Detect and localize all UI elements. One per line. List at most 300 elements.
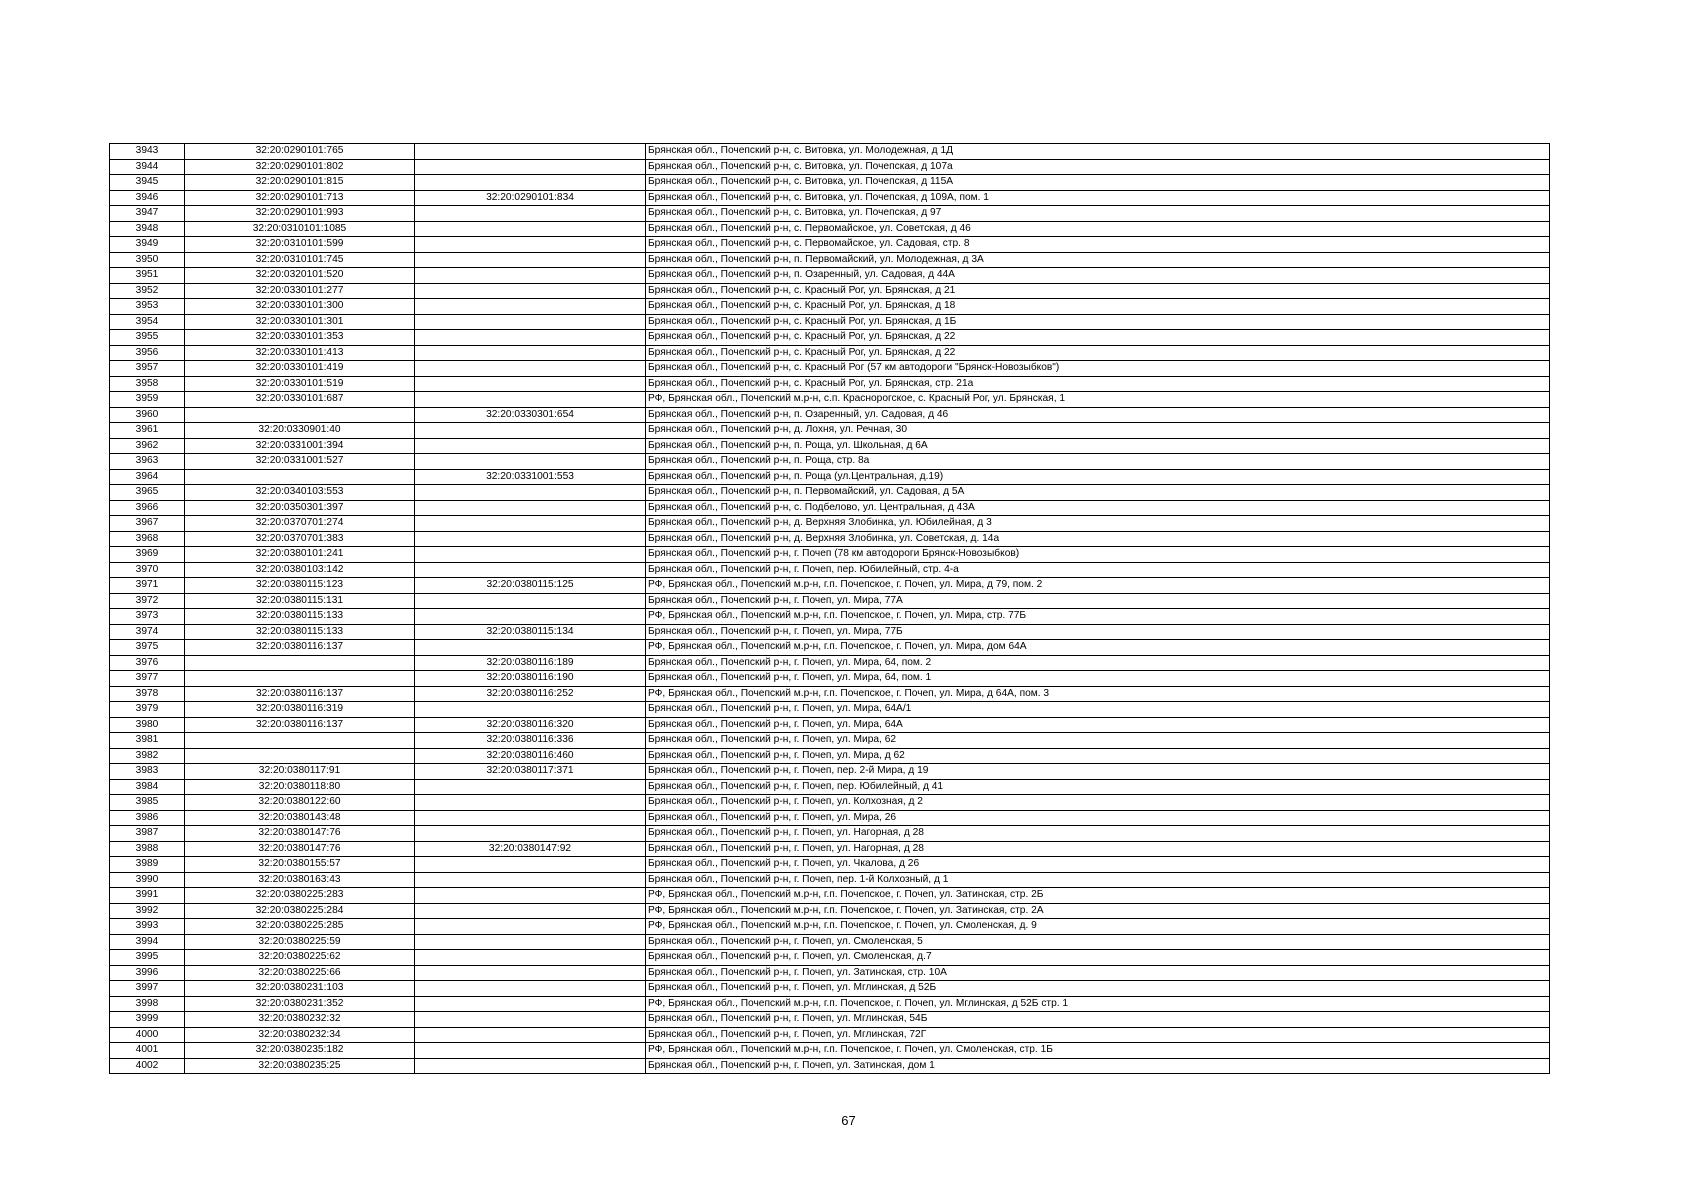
address-cell: Брянская обл., Почепский р-н, г. Почеп, ул. Мира, 26: [646, 810, 1550, 826]
cadastral-number-cell: 32:20:0330101:300: [185, 299, 415, 315]
address-cell: Брянская обл., Почепский р-н, г. Почеп, ул. Мира, 64А: [646, 717, 1550, 733]
sub-object-cadastral-cell: [415, 919, 646, 935]
address-cell: РФ, Брянская обл., Почепский м.р-н, г.п. Почепское, г. Почеп, ул. Затинская, стр. 2А: [646, 903, 1550, 919]
address-cell: РФ, Брянская обл., Почепский м.р-н, г.п. Почепское, г. Почеп, ул. Смоленская, стр. 1Б: [646, 1043, 1550, 1059]
cadastral-number-cell: 32:20:0380232:32: [185, 1012, 415, 1028]
address-cell: РФ, Брянская обл., Почепский м.р-н, г.п. Почепское, г. Почеп, ул. Смоленская, д. 9: [646, 919, 1550, 935]
table-row: [110, 206, 1550, 222]
address-cell: РФ, Брянская обл., Почепский м.р-н, г.п. Почепское, г. Почеп, ул. Мира, дом 64А: [646, 640, 1550, 656]
row-number-cell: 3945: [110, 175, 185, 191]
sub-object-cadastral-cell: [415, 159, 646, 175]
table-row: [110, 578, 1550, 594]
table-row: [110, 640, 1550, 656]
sub-object-cadastral-cell: 32:20:0380116:460: [415, 748, 646, 764]
cadastral-number-cell: 32:20:0370701:383: [185, 531, 415, 547]
row-number-cell: 3962: [110, 438, 185, 454]
cadastral-number-cell: 32:20:0380231:352: [185, 996, 415, 1012]
row-number-cell: 3947: [110, 206, 185, 222]
sub-object-cadastral-cell: [415, 857, 646, 873]
address-cell: Брянская обл., Почепский р-н, с. Витовка, ул. Почепская, д 107а: [646, 159, 1550, 175]
cadastral-number-cell: 32:20:0380122:60: [185, 795, 415, 811]
sub-object-cadastral-cell: [415, 934, 646, 950]
sub-object-cadastral-cell: [415, 640, 646, 656]
table-row: [110, 996, 1550, 1012]
sub-object-cadastral-cell: [415, 826, 646, 842]
table-row: [110, 702, 1550, 718]
cadastral-number-cell: 32:20:0380235:25: [185, 1058, 415, 1074]
registry-table: [109, 143, 1550, 1074]
row-number-cell: 3966: [110, 500, 185, 516]
address-cell: Брянская обл., Почепский р-н, г. Почеп, ул. Затинская, стр. 10А: [646, 965, 1550, 981]
table-row: [110, 671, 1550, 687]
table-row: [110, 655, 1550, 671]
table-row: [110, 268, 1550, 284]
row-number-cell: 3950: [110, 252, 185, 268]
address-cell: Брянская обл., Почепский р-н, г. Почеп, ул. Мира, 62: [646, 733, 1550, 749]
address-cell: Брянская обл., Почепский р-н, с. Витовка, ул. Почепская, д 115А: [646, 175, 1550, 191]
table-row: [110, 810, 1550, 826]
row-number-cell: 3985: [110, 795, 185, 811]
sub-object-cadastral-cell: [415, 376, 646, 392]
row-number-cell: 3949: [110, 237, 185, 253]
sub-object-cadastral-cell: 32:20:0380116:189: [415, 655, 646, 671]
cadastral-number-cell: 32:20:0380225:62: [185, 950, 415, 966]
row-number-cell: 3986: [110, 810, 185, 826]
cadastral-number-cell: 32:20:0330101:519: [185, 376, 415, 392]
row-number-cell: 3943: [110, 144, 185, 160]
table-row: [110, 454, 1550, 470]
cadastral-number-cell: 32:20:0380225:284: [185, 903, 415, 919]
row-number-cell: 3994: [110, 934, 185, 950]
row-number-cell: 4001: [110, 1043, 185, 1059]
cadastral-number-cell: 32:20:0380115:123: [185, 578, 415, 594]
table-row: [110, 299, 1550, 315]
cadastral-number-cell: [185, 469, 415, 485]
cadastral-number-cell: 32:20:0290101:993: [185, 206, 415, 222]
address-cell: Брянская обл., Почепский р-н, г. Почеп, ул. Мглинская, 54Б: [646, 1012, 1550, 1028]
cadastral-number-cell: [185, 655, 415, 671]
sub-object-cadastral-cell: [415, 702, 646, 718]
address-cell: РФ, Брянская обл., Почепский м.р-н, с.п. Краснорогское, с. Красный Рог, ул. Брянская, 1: [646, 392, 1550, 408]
cadastral-number-cell: 32:20:0380117:91: [185, 764, 415, 780]
address-cell: Брянская обл., Почепский р-н, п. Роща, стр. 8а: [646, 454, 1550, 470]
page-number: 67: [841, 1113, 856, 1128]
address-cell: Брянская обл., Почепский р-н, п. Озаренный, ул. Садовая, д 46: [646, 407, 1550, 423]
sub-object-cadastral-cell: [415, 795, 646, 811]
cadastral-number-cell: 32:20:0330101:277: [185, 283, 415, 299]
address-cell: Брянская обл., Почепский р-н, г. Почеп, пер. 2-й Мира, д 19: [646, 764, 1550, 780]
address-cell: Брянская обл., Почепский р-н, п. Роща, ул. Школьная, д 6А: [646, 438, 1550, 454]
address-cell: Брянская обл., Почепский р-н, п. Роща (ул.Центральная, д.19): [646, 469, 1550, 485]
sub-object-cadastral-cell: [415, 299, 646, 315]
cadastral-number-cell: 32:20:0370701:274: [185, 516, 415, 532]
cadastral-number-cell: 32:20:0380103:142: [185, 562, 415, 578]
address-cell: Брянская обл., Почепский р-н, г. Почеп, ул. Нагорная, д 28: [646, 841, 1550, 857]
cadastral-number-cell: 32:20:0380116:319: [185, 702, 415, 718]
cadastral-number-cell: 32:20:0331001:394: [185, 438, 415, 454]
cadastral-number-cell: 32:20:0320101:520: [185, 268, 415, 284]
table-row: [110, 903, 1550, 919]
sub-object-cadastral-cell: [415, 423, 646, 439]
row-number-cell: 3989: [110, 857, 185, 873]
row-number-cell: 3987: [110, 826, 185, 842]
cadastral-number-cell: 32:20:0380116:137: [185, 686, 415, 702]
sub-object-cadastral-cell: [415, 903, 646, 919]
address-cell: Брянская обл., Почепский р-н, с. Красный Рог, ул. Брянская, д 22: [646, 345, 1550, 361]
row-number-cell: 3981: [110, 733, 185, 749]
address-cell: Брянская обл., Почепский р-н, г. Почеп (78 км автодороги Брянск-Новозыбков): [646, 547, 1550, 563]
address-cell: Брянская обл., Почепский р-н, с. Первомайское, ул. Советская, д 46: [646, 221, 1550, 237]
cadastral-number-cell: 32:20:0380147:76: [185, 841, 415, 857]
row-number-cell: 4000: [110, 1027, 185, 1043]
table-row: [110, 562, 1550, 578]
sub-object-cadastral-cell: [415, 779, 646, 795]
address-cell: Брянская обл., Почепский р-н, с. Красный Рог, ул. Брянская, д 1Б: [646, 314, 1550, 330]
row-number-cell: 3963: [110, 454, 185, 470]
row-number-cell: 3968: [110, 531, 185, 547]
cadastral-number-cell: 32:20:0330101:413: [185, 345, 415, 361]
sub-object-cadastral-cell: [415, 206, 646, 222]
table-row: [110, 159, 1550, 175]
row-number-cell: 3952: [110, 283, 185, 299]
row-number-cell: 3954: [110, 314, 185, 330]
cadastral-number-cell: [185, 671, 415, 687]
row-number-cell: 3970: [110, 562, 185, 578]
address-cell: Брянская обл., Почепский р-н, г. Почеп, ул. Смоленская, 5: [646, 934, 1550, 950]
address-cell: Брянская обл., Почепский р-н, д. Лохня, ул. Речная, 30: [646, 423, 1550, 439]
sub-object-cadastral-cell: [415, 1058, 646, 1074]
sub-object-cadastral-cell: [415, 345, 646, 361]
cadastral-number-cell: 32:20:0380147:76: [185, 826, 415, 842]
address-cell: Брянская обл., Почепский р-н, п. Озаренный, ул. Садовая, д 44А: [646, 268, 1550, 284]
sub-object-cadastral-cell: 32:20:0330301:654: [415, 407, 646, 423]
row-number-cell: 3951: [110, 268, 185, 284]
cadastral-number-cell: 32:20:0290101:713: [185, 190, 415, 206]
sub-object-cadastral-cell: 32:20:0380116:320: [415, 717, 646, 733]
cadastral-number-cell: 32:20:0380225:66: [185, 965, 415, 981]
row-number-cell: 3997: [110, 981, 185, 997]
table-row: [110, 361, 1550, 377]
table-row: [110, 609, 1550, 625]
row-number-cell: 3969: [110, 547, 185, 563]
sub-object-cadastral-cell: [415, 810, 646, 826]
table-row: [110, 733, 1550, 749]
table-row: [110, 469, 1550, 485]
cadastral-number-cell: 32:20:0330101:301: [185, 314, 415, 330]
address-cell: Брянская обл., Почепский р-н, г. Почеп, ул. Мира, 77Б: [646, 624, 1550, 640]
address-cell: Брянская обл., Почепский р-н, г. Почеп, пер. 1-й Колхозный, д 1: [646, 872, 1550, 888]
address-cell: Брянская обл., Почепский р-н, п. Первомайский, ул. Садовая, д 5А: [646, 485, 1550, 501]
table-row: [110, 950, 1550, 966]
sub-object-cadastral-cell: [415, 888, 646, 904]
cadastral-number-cell: 32:20:0330101:419: [185, 361, 415, 377]
table-row: [110, 686, 1550, 702]
table-row: [110, 981, 1550, 997]
sub-object-cadastral-cell: 32:20:0380117:371: [415, 764, 646, 780]
sub-object-cadastral-cell: [415, 593, 646, 609]
address-cell: Брянская обл., Почепский р-н, г. Почеп, ул. Мира, 64А/1: [646, 702, 1550, 718]
sub-object-cadastral-cell: 32:20:0290101:834: [415, 190, 646, 206]
sub-object-cadastral-cell: [415, 237, 646, 253]
sub-object-cadastral-cell: [415, 981, 646, 997]
table-row: [110, 1043, 1550, 1059]
address-cell: Брянская обл., Почепский р-н, г. Почеп, пер. Юбилейный, д 41: [646, 779, 1550, 795]
row-number-cell: 4002: [110, 1058, 185, 1074]
table-row: [110, 1058, 1550, 1074]
address-cell: Брянская обл., Почепский р-н, г. Почеп, пер. Юбилейный, стр. 4-а: [646, 562, 1550, 578]
table-row: [110, 1027, 1550, 1043]
sub-object-cadastral-cell: [415, 531, 646, 547]
sub-object-cadastral-cell: [415, 485, 646, 501]
row-number-cell: 3978: [110, 686, 185, 702]
cadastral-number-cell: 32:20:0380225:285: [185, 919, 415, 935]
address-cell: РФ, Брянская обл., Почепский м.р-н, г.п. Почепское, г. Почеп, ул. Мглинская, д 52Б стр. 1: [646, 996, 1550, 1012]
table-row: [110, 190, 1550, 206]
sub-object-cadastral-cell: [415, 1012, 646, 1028]
table-row: [110, 407, 1550, 423]
sub-object-cadastral-cell: [415, 516, 646, 532]
row-number-cell: 3977: [110, 671, 185, 687]
row-number-cell: 3979: [110, 702, 185, 718]
sub-object-cadastral-cell: [415, 872, 646, 888]
table-row: [110, 888, 1550, 904]
address-cell: Брянская обл., Почепский р-н, г. Почеп, ул. Нагорная, д 28: [646, 826, 1550, 842]
cadastral-number-cell: 32:20:0290101:765: [185, 144, 415, 160]
table-row: [110, 934, 1550, 950]
address-cell: Брянская обл., Почепский р-н, с. Красный Рог, ул. Брянская, стр. 21а: [646, 376, 1550, 392]
row-number-cell: 3953: [110, 299, 185, 315]
sub-object-cadastral-cell: [415, 500, 646, 516]
sub-object-cadastral-cell: 32:20:0380147:92: [415, 841, 646, 857]
table-row: [110, 531, 1550, 547]
table-row: [110, 919, 1550, 935]
registry-sheet: [109, 143, 1549, 1074]
row-number-cell: 3980: [110, 717, 185, 733]
sub-object-cadastral-cell: [415, 547, 646, 563]
row-number-cell: 3992: [110, 903, 185, 919]
address-cell: Брянская обл., Почепский р-н, г. Почеп, ул. Мира, д 62: [646, 748, 1550, 764]
address-cell: Брянская обл., Почепский р-н, г. Почеп, ул. Мглинская, 72Г: [646, 1027, 1550, 1043]
cadastral-number-cell: 32:20:0290101:815: [185, 175, 415, 191]
cadastral-number-cell: 32:20:0380155:57: [185, 857, 415, 873]
cadastral-number-cell: 32:20:0340103:553: [185, 485, 415, 501]
address-cell: РФ, Брянская обл., Почепский м.р-н, г.п. Почепское, г. Почеп, ул. Мира, д 64А, пом. 3: [646, 686, 1550, 702]
sub-object-cadastral-cell: 32:20:0380116:252: [415, 686, 646, 702]
address-cell: Брянская обл., Почепский р-н, г. Почеп, ул. Мира, 64, пом. 2: [646, 655, 1550, 671]
cadastral-number-cell: 32:20:0380163:43: [185, 872, 415, 888]
address-cell: Брянская обл., Почепский р-н, с. Первомайское, ул. Садовая, стр. 8: [646, 237, 1550, 253]
address-cell: РФ, Брянская обл., Почепский м.р-н, г.п. Почепское, г. Почеп, ул. Мира, стр. 77Б: [646, 609, 1550, 625]
cadastral-number-cell: 32:20:0380115:133: [185, 624, 415, 640]
row-number-cell: 3998: [110, 996, 185, 1012]
sub-object-cadastral-cell: [415, 454, 646, 470]
table-row: [110, 221, 1550, 237]
row-number-cell: 3996: [110, 965, 185, 981]
sub-object-cadastral-cell: 32:20:0331001:553: [415, 469, 646, 485]
cadastral-number-cell: 32:20:0331001:527: [185, 454, 415, 470]
sub-object-cadastral-cell: [415, 144, 646, 160]
row-number-cell: 3973: [110, 609, 185, 625]
cadastral-number-cell: [185, 407, 415, 423]
row-number-cell: 3960: [110, 407, 185, 423]
row-number-cell: 3993: [110, 919, 185, 935]
sub-object-cadastral-cell: [415, 268, 646, 284]
row-number-cell: 3990: [110, 872, 185, 888]
table-row: [110, 857, 1550, 873]
sub-object-cadastral-cell: [415, 1027, 646, 1043]
table-row: [110, 283, 1550, 299]
row-number-cell: 3988: [110, 841, 185, 857]
cadastral-number-cell: 32:20:0380115:133: [185, 609, 415, 625]
sub-object-cadastral-cell: [415, 950, 646, 966]
table-row: [110, 423, 1550, 439]
table-row: [110, 314, 1550, 330]
address-cell: Брянская обл., Почепский р-н, с. Красный Рог, ул. Брянская, д 21: [646, 283, 1550, 299]
address-cell: РФ, Брянская обл., Почепский м.р-н, г.п. Почепское, г. Почеп, ул. Затинская, стр. 2Б: [646, 888, 1550, 904]
cadastral-number-cell: 32:20:0380225:283: [185, 888, 415, 904]
registry-table-body: [110, 144, 1550, 1074]
sub-object-cadastral-cell: [415, 283, 646, 299]
cadastral-number-cell: 32:20:0380231:103: [185, 981, 415, 997]
cadastral-number-cell: 32:20:0380115:131: [185, 593, 415, 609]
row-number-cell: 3959: [110, 392, 185, 408]
row-number-cell: 3972: [110, 593, 185, 609]
sub-object-cadastral-cell: [415, 252, 646, 268]
row-number-cell: 3961: [110, 423, 185, 439]
table-row: [110, 345, 1550, 361]
address-cell: Брянская обл., Почепский р-н, с. Красный Рог, ул. Брянская, д 18: [646, 299, 1550, 315]
row-number-cell: 3982: [110, 748, 185, 764]
row-number-cell: 3991: [110, 888, 185, 904]
table-row: [110, 252, 1550, 268]
cadastral-number-cell: 32:20:0330101:353: [185, 330, 415, 346]
address-cell: Брянская обл., Почепский р-н, п. Первомайский, ул. Молодежная, д 3А: [646, 252, 1550, 268]
table-row: [110, 237, 1550, 253]
address-cell: Брянская обл., Почепский р-н, с. Витовка, ул. Молодежная, д 1Д: [646, 144, 1550, 160]
row-number-cell: 3971: [110, 578, 185, 594]
address-cell: Брянская обл., Почепский р-н, г. Почеп, ул. Затинская, дом 1: [646, 1058, 1550, 1074]
cadastral-number-cell: 32:20:0310101:1085: [185, 221, 415, 237]
row-number-cell: 3956: [110, 345, 185, 361]
cadastral-number-cell: 32:20:0380116:137: [185, 640, 415, 656]
table-row: [110, 841, 1550, 857]
address-cell: Брянская обл., Почепский р-н, с. Витовка, ул. Почепская, д 109А, пом. 1: [646, 190, 1550, 206]
table-row: [110, 500, 1550, 516]
table-row: [110, 826, 1550, 842]
address-cell: Брянская обл., Почепский р-н, с. Красный Рог, ул. Брянская, д 22: [646, 330, 1550, 346]
address-cell: Брянская обл., Почепский р-н, с. Витовка, ул. Почепская, д 97: [646, 206, 1550, 222]
address-cell: Брянская обл., Почепский р-н, д. Верхняя Злобинка, ул. Юбилейная, д 3: [646, 516, 1550, 532]
sub-object-cadastral-cell: [415, 221, 646, 237]
row-number-cell: 3999: [110, 1012, 185, 1028]
sub-object-cadastral-cell: [415, 1043, 646, 1059]
sub-object-cadastral-cell: [415, 392, 646, 408]
table-row: [110, 779, 1550, 795]
cadastral-number-cell: 32:20:0330101:687: [185, 392, 415, 408]
cadastral-number-cell: 32:20:0380235:182: [185, 1043, 415, 1059]
address-cell: Брянская обл., Почепский р-н, г. Почеп, ул. Мира, 77А: [646, 593, 1550, 609]
cadastral-number-cell: 32:20:0310101:745: [185, 252, 415, 268]
address-cell: Брянская обл., Почепский р-н, д. Верхняя Злобинка, ул. Советская, д. 14а: [646, 531, 1550, 547]
row-number-cell: 3944: [110, 159, 185, 175]
row-number-cell: 3967: [110, 516, 185, 532]
address-cell: Брянская обл., Почепский р-н, г. Почеп, ул. Мира, 64, пом. 1: [646, 671, 1550, 687]
sub-object-cadastral-cell: [415, 361, 646, 377]
address-cell: Брянская обл., Почепский р-н, с. Красный Рог (57 км автодороги "Брянск-Новозыбков"): [646, 361, 1550, 377]
sub-object-cadastral-cell: [415, 330, 646, 346]
row-number-cell: 3983: [110, 764, 185, 780]
cadastral-number-cell: 32:20:0380143:48: [185, 810, 415, 826]
sub-object-cadastral-cell: [415, 175, 646, 191]
table-row: [110, 624, 1550, 640]
table-row: [110, 965, 1550, 981]
cadastral-number-cell: 32:20:0380225:59: [185, 934, 415, 950]
cadastral-number-cell: 32:20:0380101:241: [185, 547, 415, 563]
sub-object-cadastral-cell: 32:20:0380115:125: [415, 578, 646, 594]
table-row: [110, 547, 1550, 563]
table-row: [110, 392, 1550, 408]
cadastral-number-cell: 32:20:0380118:80: [185, 779, 415, 795]
table-row: [110, 330, 1550, 346]
table-row: [110, 144, 1550, 160]
cadastral-number-cell: [185, 748, 415, 764]
table-row: [110, 764, 1550, 780]
cadastral-number-cell: 32:20:0290101:802: [185, 159, 415, 175]
cadastral-number-cell: 32:20:0350301:397: [185, 500, 415, 516]
table-row: [110, 175, 1550, 191]
row-number-cell: 3964: [110, 469, 185, 485]
address-cell: РФ, Брянская обл., Почепский м.р-н, г.п. Почепское, г. Почеп, ул. Мира, д 79, пом. 2: [646, 578, 1550, 594]
row-number-cell: 3946: [110, 190, 185, 206]
sub-object-cadastral-cell: [415, 562, 646, 578]
sub-object-cadastral-cell: 32:20:0380116:190: [415, 671, 646, 687]
row-number-cell: 3955: [110, 330, 185, 346]
cadastral-number-cell: 32:20:0330901:40: [185, 423, 415, 439]
sub-object-cadastral-cell: [415, 996, 646, 1012]
table-row: [110, 438, 1550, 454]
row-number-cell: 3976: [110, 655, 185, 671]
table-row: [110, 516, 1550, 532]
table-row: [110, 376, 1550, 392]
cadastral-number-cell: 32:20:0380116:137: [185, 717, 415, 733]
row-number-cell: 3958: [110, 376, 185, 392]
cadastral-number-cell: [185, 733, 415, 749]
row-number-cell: 3974: [110, 624, 185, 640]
row-number-cell: 3984: [110, 779, 185, 795]
row-number-cell: 3957: [110, 361, 185, 377]
table-row: [110, 1012, 1550, 1028]
address-cell: Брянская обл., Почепский р-н, г. Почеп, ул. Мглинская, д 52Б: [646, 981, 1550, 997]
table-row: [110, 593, 1550, 609]
table-row: [110, 872, 1550, 888]
table-row: [110, 795, 1550, 811]
cadastral-number-cell: 32:20:0310101:599: [185, 237, 415, 253]
cadastral-number-cell: 32:20:0380232:34: [185, 1027, 415, 1043]
row-number-cell: 3948: [110, 221, 185, 237]
sub-object-cadastral-cell: 32:20:0380115:134: [415, 624, 646, 640]
table-row: [110, 485, 1550, 501]
row-number-cell: 3995: [110, 950, 185, 966]
sub-object-cadastral-cell: [415, 314, 646, 330]
row-number-cell: 3975: [110, 640, 185, 656]
address-cell: Брянская обл., Почепский р-н, г. Почеп, ул. Смоленская, д.7: [646, 950, 1550, 966]
row-number-cell: 3965: [110, 485, 185, 501]
sub-object-cadastral-cell: [415, 965, 646, 981]
sub-object-cadastral-cell: 32:20:0380116:336: [415, 733, 646, 749]
sub-object-cadastral-cell: [415, 609, 646, 625]
address-cell: Брянская обл., Почепский р-н, г. Почеп, ул. Колхозная, д 2: [646, 795, 1550, 811]
table-row: [110, 748, 1550, 764]
